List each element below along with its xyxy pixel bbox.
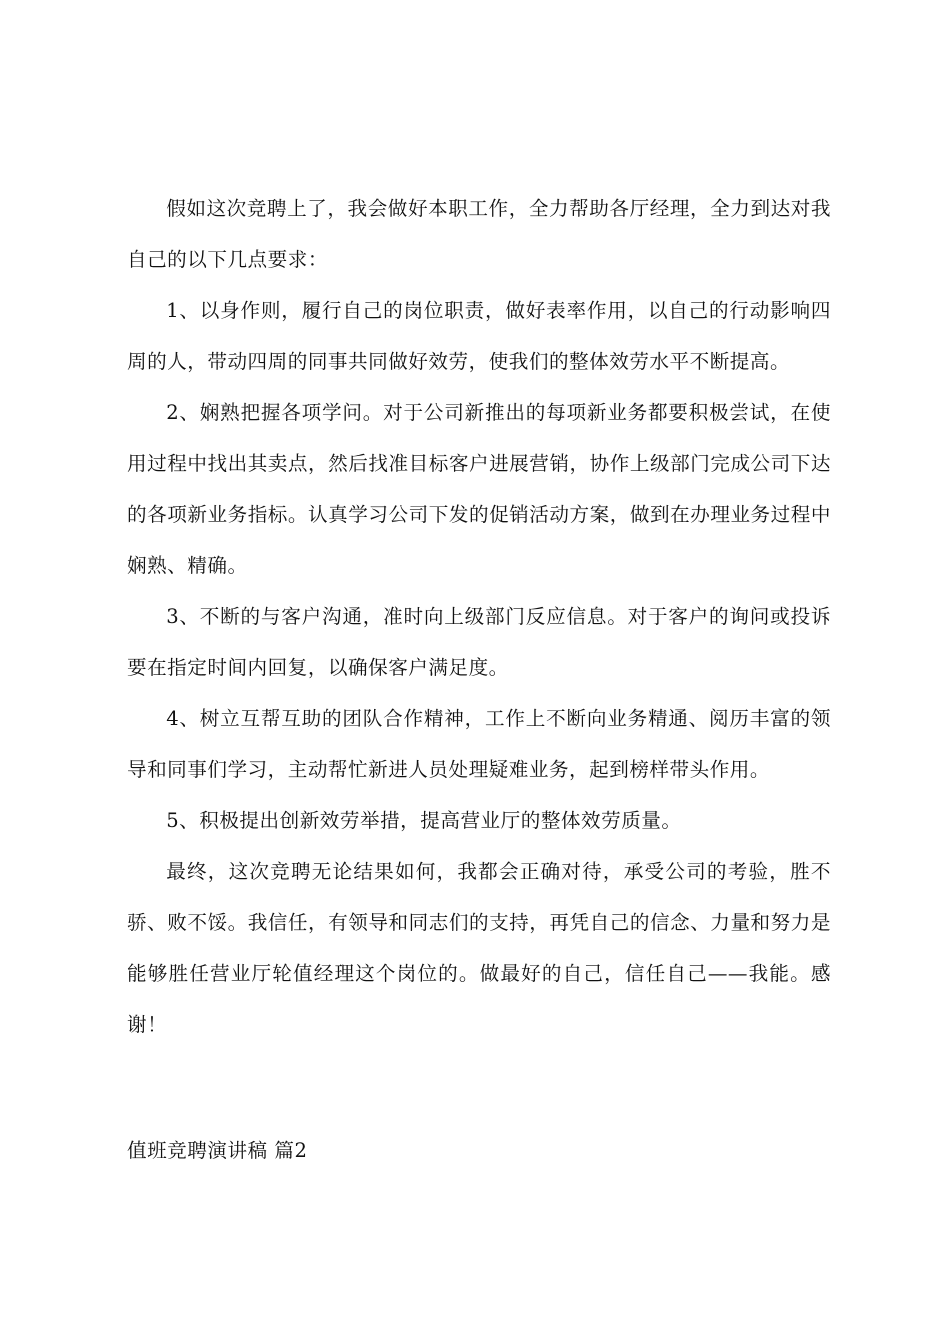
paragraph-item-1: 1、以身作则，履行自己的岗位职责，做好表率作用，以自己的行动影响四周的人，带动四周的同事共同做好效劳，使我们的整体效劳水平不断提高。 [127, 299, 831, 373]
document-body [127, 183, 831, 1050]
paragraph-conclusion: 最终，这次竞聘无论结果如何，我都会正确对待，承受公司的考验，胜不骄、败不馁。我信任，有领导和同志们的支持，再凭自己的信念、力量和努力是能够胜任营业厅轮值经理这个岗位的。做最好的自己，信任自己——我能。感谢！ [127, 860, 831, 1036]
paragraph-item-3: 3、不断的与客户沟通，准时向上级部门反应信息。对于客户的询问或投诉要在指定时间内回复，以确保客户满足度。 [127, 605, 831, 679]
paragraph-item-5: 5、积极提出创新效劳举措，提高营业厅的整体效劳质量。 [166, 809, 682, 832]
paragraph-item-2: 2、娴熟把握各项学问。对于公司新推出的每项新业务都要积极尝试，在使用过程中找出其卖点，然后找准目标客户进展营销，协作上级部门完成公司下达的各项新业务指标。认真学习公司下发的促销活动方案，做到在办理业务过程中娴熟、精确。 [127, 401, 831, 577]
paragraph-item-4: 4、树立互帮互助的团队合作精神，工作上不断向业务精通、阅历丰富的领导和同事们学习，主动帮忙新进人员处理疑难业务，起到榜样带头作用。 [127, 707, 831, 781]
paragraph-intro: 假如这次竞聘上了，我会做好本职工作，全力帮助各厅经理，全力到达对我自己的以下几点要求： [127, 197, 831, 271]
section-heading: 值班竞聘演讲稿 篇2 [127, 1139, 308, 1162]
